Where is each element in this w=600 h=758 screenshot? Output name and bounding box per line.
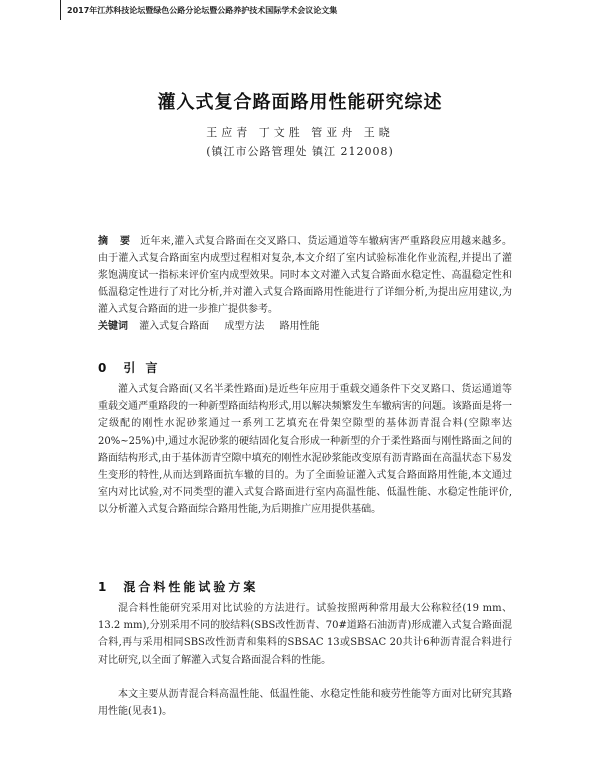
author-list	[0, 124, 600, 140]
section-title: 引 言	[123, 361, 161, 375]
running-header	[60, 0, 547, 20]
section-heading-test-plan	[98, 578, 258, 595]
keywords-label: 关键词	[98, 321, 128, 332]
paragraph-intro: 灌入式复合路面(又名半柔性路面)是近些年应用于重载交通条件下交叉路口、货运通道等重载交通严重路段的一种新型路面结构形式,用以解决频繁发生车辙病害的问题。该路面是将一定级配的刚性水泥砂浆通过一系列工艺填充在骨架空隙型的基体沥青混合料(空隙率达20%~25%)中,通过水泥砂浆的硬结固化复合形成一种新型的介于柔性路面与刚性路面之间的路面结构形式,由于基体沥青空隙中填充的刚性水泥砂浆能改变原有沥青路面在高温状态下易发生变形的特性,从而达到路面抗车辙的目的。为了全面验证灌入式复合路面路用性能,本文通过室内对比试验,对不同类型的灌入式复合路面进行室内高温性能、低温性能、水稳定性能评价,以分析灌入式复合路面综合路用性能,为后期推广应用提供基础。	[98, 384, 512, 516]
paragraph-test-scope: 本文主要从沥青混合料高温性能、低温性能、水稳定性能和疲劳性能等方面对比研究其路用性能(见表1)。	[98, 689, 512, 718]
affiliation: (镇江市公路管理处 镇江 212008)	[206, 145, 394, 158]
author-name: 王应青	[206, 126, 252, 139]
section-heading-intro	[98, 359, 161, 376]
keyword: 灌入式复合路面	[139, 321, 210, 332]
section-title: 混合料性能试验方案	[123, 580, 259, 594]
keyword: 路用性能	[279, 321, 320, 332]
author-name: 管亚舟	[311, 126, 357, 139]
keyword: 成型方法	[224, 321, 265, 332]
paper-title: 灌入式复合路面路用性能研究综述	[157, 92, 443, 113]
abstract	[98, 233, 512, 318]
author-name: 王晓	[363, 126, 394, 139]
author-name: 丁文胜	[258, 126, 304, 139]
running-title: 2017年江苏科技论坛暨绿色公路分论坛暨公路养护技术国际学术会议论文集	[67, 6, 338, 15]
paragraph-test-plan: 混合料性能研究采用对比试验的方法进行。试验按照两种常用最大公称粒径(19 mm、13.2 mm),分别采用不同的胶结料(SBS改性沥青、70#道路石油沥青)形成灌入式复合路面混合料,再与采用相同SBS改性沥青和集料的SBSAC 13或SBSAC 20共计6种沥青混合料进行对比研究,以全面了解灌入式复合路面混合料的性能。	[98, 603, 512, 666]
abstract-text: 近年来,灌入式复合路面在交叉路口、货运通道等车辙病害严重路段应用越来越多。由于灌入式复合路面室内成型过程相对复杂,本文介绍了室内试验标准化作业流程,并提出了灌浆饱满度试一指标来评价室内成型效果。同时本文对灌入式复合路面水稳定性、高温稳定性和低温稳定性进行了对比分析,并对灌入式复合路面路用性能进行了详细分析,为提出应用建议,为灌入式复合路面的进一步推广提供参考。	[98, 236, 512, 315]
section-number: 0	[98, 361, 110, 375]
abstract-label: 摘 要	[98, 236, 135, 247]
keywords	[98, 318, 512, 335]
section-number: 1	[98, 580, 110, 594]
